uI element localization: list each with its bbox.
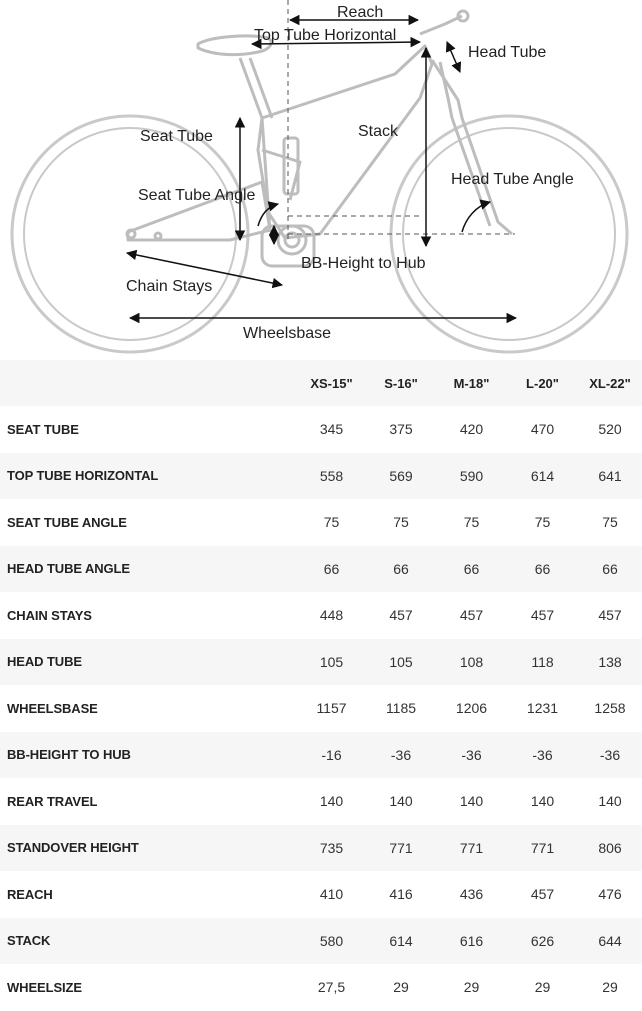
row-label: HEAD TUBE ANGLE [7, 561, 130, 577]
table-row [0, 685, 642, 732]
table-cell: 580 [319, 932, 344, 949]
table-cell: 75 [393, 514, 409, 531]
table-row [0, 964, 642, 1011]
table-cell: 616 [459, 932, 484, 949]
table-cell: 771 [389, 839, 413, 856]
row-label: REACH [7, 886, 53, 902]
table-cell: 75 [463, 514, 480, 531]
table-cell: 626 [530, 932, 555, 949]
table-cell: 457 [530, 607, 555, 624]
table-row [0, 406, 642, 453]
table-cell: 105 [319, 653, 344, 670]
table-row [0, 499, 642, 546]
table-cell: 75 [602, 514, 618, 531]
geometry-table-body [0, 406, 642, 1011]
table-cell: 66 [534, 560, 551, 577]
table-cell: 410 [319, 886, 344, 903]
table-cell: 108 [459, 653, 484, 670]
table-cell: 457 [459, 607, 484, 624]
label-top-tube-horizontal: Top Tube Horizontal [254, 27, 397, 44]
table-cell: 614 [389, 932, 413, 949]
table-row [0, 778, 642, 825]
row-label: SEAT TUBE ANGLE [7, 514, 127, 530]
label-reach: Reach [337, 4, 384, 21]
table-cell: -36 [532, 746, 553, 763]
table-cell: 771 [530, 839, 555, 856]
table-cell: -36 [390, 746, 412, 763]
table-cell: 140 [530, 793, 555, 810]
table-cell: 1258 [594, 700, 626, 717]
table-cell: 520 [598, 421, 622, 438]
table-cell: 1185 [385, 700, 417, 717]
row-label: STANDOVER HEIGHT [7, 840, 139, 856]
row-label: WHEELSIZE [7, 979, 82, 995]
table-cell: 558 [319, 467, 344, 484]
table-cell: 140 [319, 793, 344, 810]
table-cell: 29 [393, 979, 409, 996]
table-cell: 345 [319, 421, 344, 438]
table-cell: 771 [459, 839, 484, 856]
table-cell: 75 [534, 514, 551, 531]
header-row [0, 360, 642, 406]
size-header: M-18" [453, 375, 490, 391]
table-row [0, 825, 642, 872]
table-cell: -36 [599, 746, 621, 763]
table-cell: 457 [530, 886, 555, 903]
table-cell: 457 [598, 607, 622, 624]
table-cell: 476 [598, 886, 622, 903]
row-label: REAR TRAVEL [7, 793, 98, 809]
row-label: BB-HEIGHT TO HUB [7, 747, 131, 763]
row-label: CHAIN STAYS [7, 607, 92, 623]
table-cell: 590 [459, 467, 484, 484]
table-row [0, 453, 642, 500]
geometry-table [0, 360, 642, 1011]
header-corner [0, 360, 297, 406]
table-cell: 66 [323, 560, 340, 577]
label-head-tube: Head Tube [468, 44, 547, 61]
table-cell: 66 [393, 560, 409, 577]
table-cell: 105 [389, 653, 413, 670]
table-cell: 140 [598, 793, 622, 810]
table-cell: 29 [463, 979, 480, 996]
head-tube-arrow [447, 42, 460, 72]
label-seat-tube: Seat Tube [140, 128, 213, 145]
table-cell: 420 [459, 421, 484, 438]
table-cell: 29 [602, 979, 618, 996]
label-bb-height-to-hub: BB-Height to Hub [301, 255, 426, 272]
geometry-table-header [0, 360, 642, 406]
table-cell: 806 [598, 839, 622, 856]
row-label: STACK [7, 933, 51, 949]
row-label: SEAT TUBE [7, 421, 79, 437]
table-cell: 66 [602, 560, 618, 577]
table-cell: 75 [323, 514, 340, 531]
table-cell: -36 [461, 746, 482, 763]
table-cell: 457 [389, 607, 413, 624]
table-cell: 140 [389, 793, 413, 810]
label-head-tube-angle: Head Tube Angle [451, 171, 574, 188]
table-cell: 569 [389, 467, 413, 484]
table-cell: -16 [321, 746, 342, 763]
table-row [0, 639, 642, 686]
table-cell: 66 [463, 560, 480, 577]
diagram-labels [126, 4, 574, 342]
label-seat-tube-angle: Seat Tube Angle [138, 187, 256, 204]
table-row [0, 732, 642, 779]
label-stack: Stack [358, 123, 399, 140]
table-row [0, 871, 642, 918]
row-label: HEAD TUBE [7, 654, 82, 670]
table-cell: 1206 [455, 700, 488, 717]
table-cell: 641 [598, 467, 622, 484]
row-label: WHEELSBASE [7, 700, 98, 716]
table-cell: 735 [319, 839, 344, 856]
label-wheelsbase: Wheelsbase [243, 325, 332, 342]
dimension-arrows [127, 20, 516, 318]
table-cell: 470 [530, 421, 555, 438]
row-label: TOP TUBE HORIZONTAL [7, 468, 159, 484]
bike-geometry-svg [0, 0, 642, 360]
table-cell: 436 [459, 886, 484, 903]
table-cell: 644 [598, 932, 622, 949]
table-cell: 448 [319, 607, 344, 624]
table-cell: 1157 [316, 700, 347, 717]
size-header: L-20" [526, 375, 559, 391]
table-cell: 138 [598, 653, 622, 670]
size-header: S-16" [384, 375, 418, 391]
table-cell: 375 [389, 421, 413, 438]
table-row [0, 546, 642, 593]
table-cell: 416 [389, 886, 413, 903]
table-cell: 1231 [526, 700, 559, 717]
table-cell: 614 [530, 467, 555, 484]
table-cell: 118 [531, 653, 554, 670]
table-cell: 140 [459, 793, 484, 810]
label-chain-stays: Chain Stays [126, 278, 213, 295]
rear-wheel [12, 116, 248, 352]
table-row [0, 592, 642, 639]
table-cell: 27,5 [317, 979, 346, 996]
bike-geometry-diagram [0, 0, 642, 360]
table-row [0, 918, 642, 965]
table-cell: 29 [534, 979, 551, 996]
size-header: XL-22" [589, 375, 631, 391]
size-header: XS-15" [310, 375, 353, 391]
